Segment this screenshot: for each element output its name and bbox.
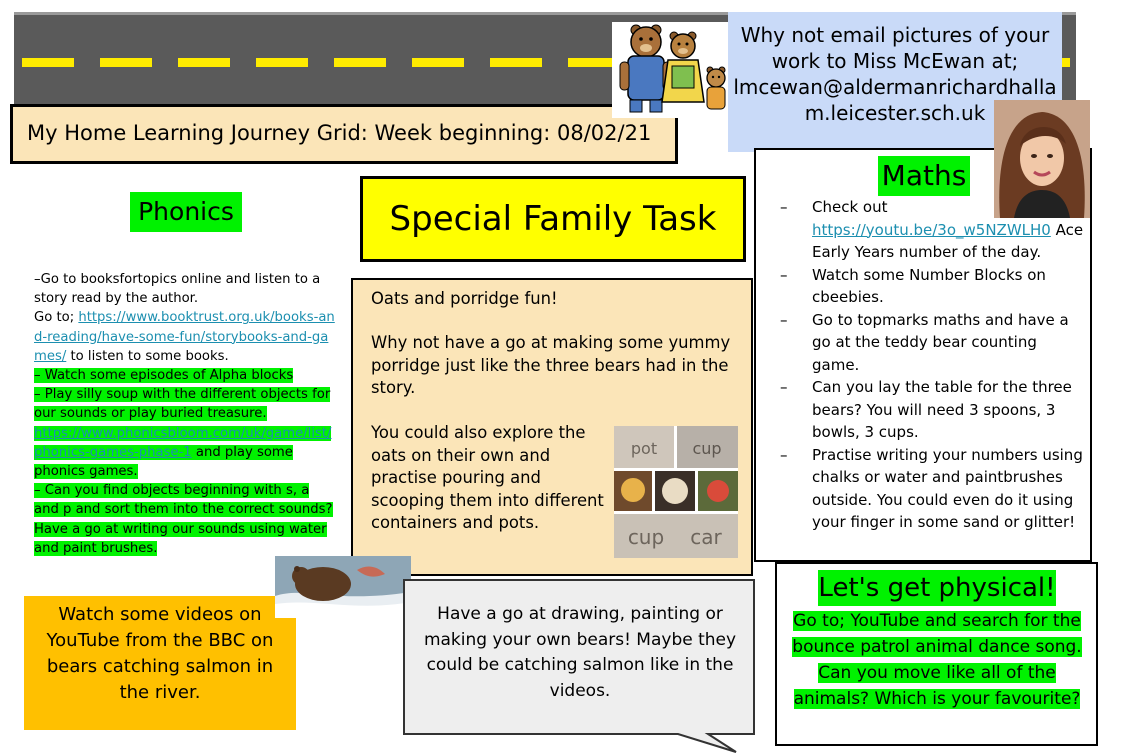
email-address[interactable]: lmcewan@aldermanrichardhalla [733,75,1057,99]
oats-word: pot [630,439,658,458]
road-dash [178,58,230,67]
booktrust-link[interactable]: https://www.booktrust.org.uk/books-and-reading/have-some-fun/storybooks-and-games/ [34,310,335,364]
email-address[interactable]: m.leicester.sch.uk [804,101,986,125]
physical-tasks [784,608,1090,712]
phonics-booktrust: Go to; https://www.booktrust.org.uk/books-and-reading/have-some-fun/storybooks-and-games/ to listen to some books. [34,310,335,364]
phonics-silly-soup: – Play silly soup with the different objects for our sounds or play buried treasure. [34,387,331,422]
road-dash [490,58,542,67]
physical-line: bounce patrol animal dance song. [792,637,1082,657]
page-title: My Home Learning Journey Grid: Week beginning: 08/02/21 [10,104,678,164]
oats-explore-text: You could also explore the oats on their own and practise pouring and scooping them into different containers and pots. [371,423,604,532]
oats-word: car [690,525,722,549]
list-item: – Can you lay the table for the three bears? You will need 3 spoons, 3 bowls, 3 cups. [780,376,1084,444]
oats-subtitle: Oats and porridge fun! [371,289,558,308]
salmon-video-box: Watch some videos on YouTube from the BBC on bears catching salmon in the river. [24,596,296,730]
email-line: work to Miss McEwan at; [771,49,1019,73]
list-item: – Check out https://youtu.be/3o_w5NZWLH0 Ace Early Years number of the day. [780,196,1084,264]
three-bears-clipart-icon [612,22,730,118]
physical-line: Go to; YouTube and search for the [793,611,1081,631]
oats-porridge-text: Why not have a go at making some yummy porridge just like the three bears had in the story. [371,333,731,397]
phonics-tasks [34,270,336,558]
phonics-alpha: – Watch some episodes of Alpha blocks [34,368,294,384]
road-dash [22,58,74,67]
physical-line: Can you move like all of the [818,663,1056,683]
phonics-bloom: https://www.phonicsbloom.com/uk/game/list/phonics-games-phase-1 and play some phonics games. [34,425,332,480]
maths-task-list [780,196,1084,534]
special-task-heading: Special Family Task [360,176,746,262]
phonicsbloom-link[interactable]: https://www.phonicsbloom.com/uk/game/list/phonics-games-phase-1 [34,425,332,460]
phonics-objects: – Can you find objects beginning with s, a and p and sort them into the correct sounds? [34,483,333,518]
phonics-writing: Have a go at writing our sounds using water and paint brushes. [34,521,327,556]
road-dash [100,58,152,67]
physical-heading: Let's get physical! [818,570,1056,606]
physical-line: animals? Which is your favourite? [793,689,1081,709]
oats-photo-collage-icon [614,426,738,558]
maths-heading: Maths [878,156,970,196]
bear-catching-salmon-photo-icon [275,556,411,618]
oats-word: cup [627,525,665,549]
list-item: – Practise writing your numbers using chalks or water and paintbrushes outside. You could even do it using your finger in some sand or glitter! [780,444,1084,534]
road-dash [412,58,464,67]
phonics-heading: Phonics [130,192,242,232]
drawing-task-text: Have a go at drawing, painting or making your own bears! Maybe they could be catching salmon like in the videos. [423,604,737,701]
road-dash [256,58,308,67]
road-dash [334,58,386,67]
list-item: – Watch some Number Blocks on cbeebies. [780,264,1084,309]
oats-word: cup [692,439,722,458]
youtube-link[interactable]: https://youtu.be/3o_w5NZWLH0 [812,220,1051,239]
list-item: – Go to topmarks maths and have a go at the teddy bear counting game. [780,309,1084,377]
email-line: Why not email pictures of your [740,23,1050,47]
phonics-intro: –Go to booksfortopics online and listen to a story read by the author. [34,272,321,307]
